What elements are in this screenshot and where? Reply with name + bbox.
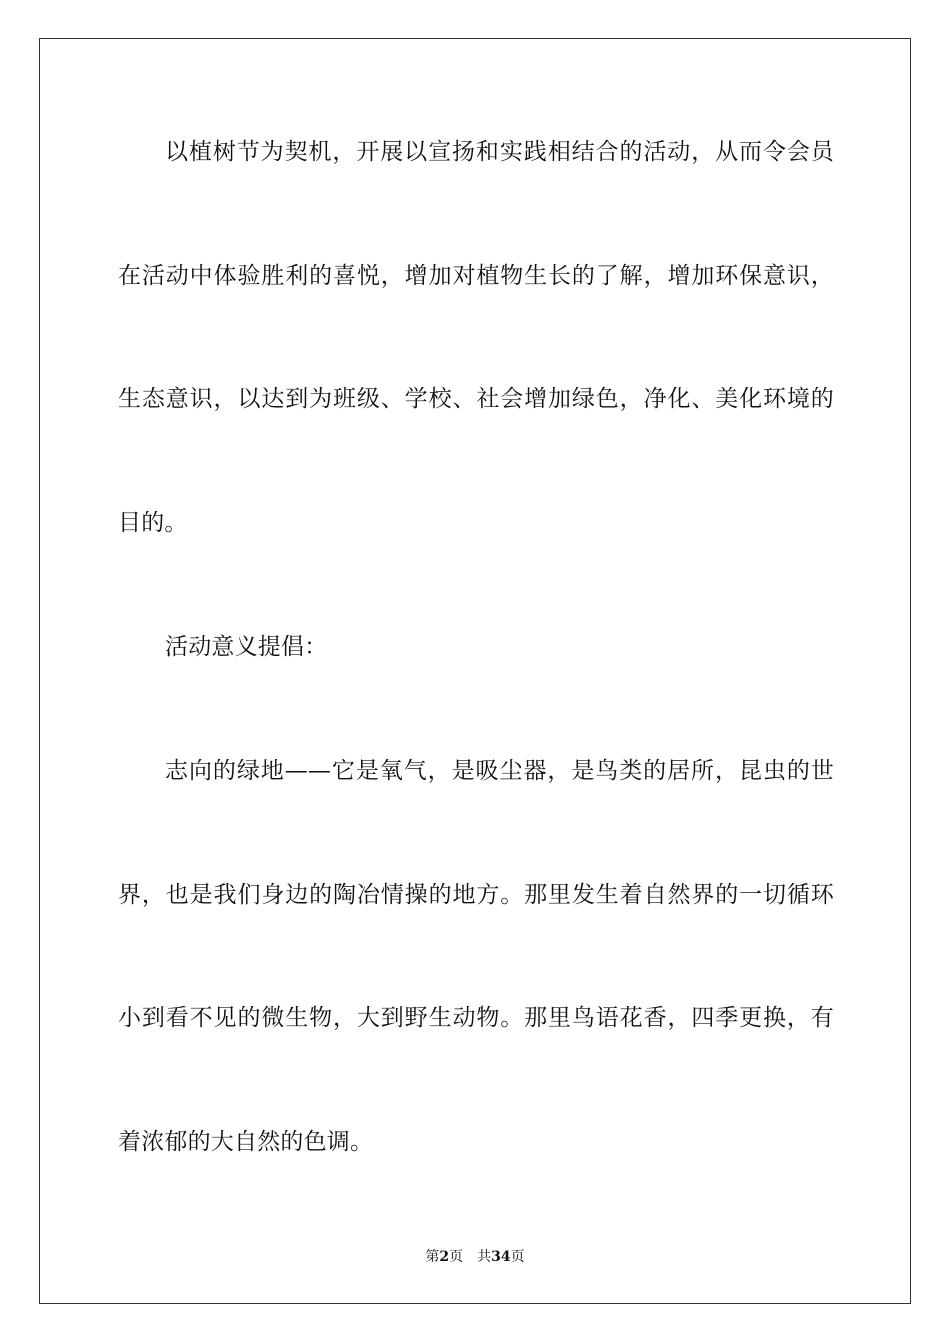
page-suffix: 页 [449, 1249, 464, 1265]
paragraph-line: 生态意识，以达到为班级、学校、社会增加绿色，净化、美化环境的 [118, 386, 834, 412]
page-footer [0, 1248, 950, 1266]
total-pages: 34 [491, 1249, 511, 1265]
page-number: 2 [439, 1249, 450, 1265]
paragraph-line: 小到看不见的微生物，大到野生动物。那里鸟语花香，四季更换，有 [118, 1005, 834, 1031]
total-prefix: 共 [477, 1249, 492, 1265]
page-border [39, 38, 911, 1304]
paragraph-line: 志向的绿地——它是氧气，是吸尘器，是鸟类的居所，昆虫的世 [165, 758, 834, 784]
paragraph-line: 在活动中体验胜利的喜悦，增加对植物生长的了解，增加环保意识， [118, 263, 834, 289]
paragraph-line: 界，也是我们身边的陶冶情操的地方。那里发生着自然界的一切循环 [118, 882, 834, 908]
paragraph-line: 活动意义提倡： [165, 634, 328, 660]
paragraph-line: 以植树节为契机，开展以宣扬和实践相结合的活动，从而令会员 [165, 139, 834, 165]
total-suffix: 页 [510, 1249, 525, 1265]
page-prefix: 第 [425, 1249, 440, 1265]
paragraph-line: 目的。 [118, 510, 188, 536]
paragraph-line: 着浓郁的大自然的色调。 [118, 1129, 374, 1155]
